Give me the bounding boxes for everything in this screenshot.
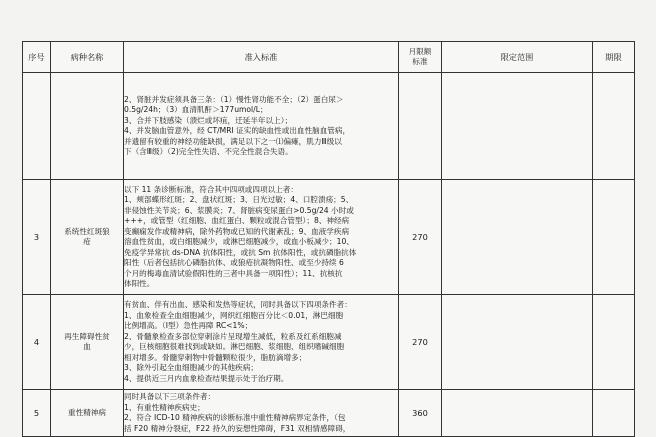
criteria-line: 1、有重性精神疾病史； bbox=[124, 402, 205, 412]
table-row bbox=[23, 295, 635, 390]
row-disease-name bbox=[51, 390, 124, 437]
disease-name-line: 疮 bbox=[83, 237, 91, 246]
table-row bbox=[23, 180, 635, 295]
table-row bbox=[23, 390, 635, 437]
criteria-line: 4、提供近三月内血象检查结果提示处于治疗期。 bbox=[124, 373, 289, 383]
criteria-line: 比例增高。（Ⅰ型）急性再障 RC<1%； bbox=[124, 321, 253, 330]
row-period bbox=[593, 295, 635, 390]
table-header-row bbox=[23, 42, 635, 73]
criteria-line: 相对增多。骨髓穿刺物中骨髓颗粒很少，脂肪滴增多； bbox=[124, 352, 307, 362]
criteria-line: 0.5g/24h；（3）血清肌酐＞177umol/L； bbox=[124, 105, 268, 114]
header-criteria: 准入标准 bbox=[124, 42, 399, 73]
criteria-line: 个月的梅毒血清试验假阳性的三者中具备一项阳性）；11、抗核抗 bbox=[124, 268, 343, 278]
criteria-line: 并遗留有较重的神经功能缺损，满足以下之一⑴偏瘫，肌力Ⅲ级以 bbox=[124, 136, 342, 146]
disease-name-line: 重性精神病 bbox=[68, 407, 106, 417]
criteria-line: 以下 11 条诊断标准，符合其中四项或四项以上者： bbox=[124, 184, 298, 194]
row-disease-name bbox=[51, 180, 124, 295]
row-disease-name bbox=[51, 73, 124, 180]
criteria-line: 2、肾脏并发症须具备三条：（1）慢性肾功能不全；（2）蛋白尿＞ bbox=[124, 94, 344, 104]
row-quota bbox=[399, 73, 442, 180]
header-quota-line: 标准 bbox=[412, 57, 428, 66]
row-period bbox=[593, 390, 635, 437]
row-period bbox=[593, 73, 635, 180]
row-criteria bbox=[124, 390, 399, 437]
row-index bbox=[23, 73, 51, 180]
row-scope bbox=[442, 73, 593, 180]
row-quota: 360 bbox=[399, 390, 442, 437]
criteria-line: 免疫学异常抗 ds-DNA 抗体阳性，或抗 Sm 抗体阳性，或抗磷脂抗体 bbox=[124, 247, 357, 257]
disease-name-line: 血 bbox=[83, 342, 91, 351]
header-index: 序号 bbox=[23, 42, 51, 73]
row-period bbox=[593, 180, 635, 295]
criteria-line: +++，或管型（红细胞、血红蛋白、颗粒或混合管型）；8、神经病 bbox=[124, 216, 350, 225]
header-monthly-quota bbox=[399, 42, 442, 73]
criteria-line: 下（含Ⅲ级）（2)完全性失语、不完全性混合失语。 bbox=[124, 147, 293, 156]
row-index: 5 bbox=[23, 390, 51, 437]
criteria-line: 3、合并下肢感染（溃烂或坏疽，迁延半年以上）； bbox=[124, 115, 293, 125]
header-period: 期限 bbox=[593, 42, 635, 73]
criteria-line: 体阳性。 bbox=[124, 279, 155, 288]
row-index: 4 bbox=[23, 295, 51, 390]
row-quota: 270 bbox=[399, 295, 442, 390]
criteria-line: 阳性（后者包括抗心磷脂抗体、或狼疮抗凝物阳性、或至少持续 6 bbox=[124, 258, 344, 267]
disease-name-line: 系统性红斑狼 bbox=[64, 226, 110, 236]
disease-name-line: 再生障碍性贫 bbox=[64, 331, 110, 341]
criteria-line: 少，巨核细胞很难找到或缺如。淋巴细胞、浆细胞、组织嗜碱细胞 bbox=[124, 342, 345, 351]
row-scope bbox=[442, 390, 593, 437]
criteria-line: 有贫血、伴有出血、感染和发热等症状，同时具备以下四项条件者： bbox=[124, 300, 352, 309]
criteria-line: 1、血象检查全血细胞减少，网织红细胞百分比＜0.01，淋巴细胞 bbox=[124, 310, 344, 320]
header-disease-name: 病种名称 bbox=[51, 42, 124, 73]
row-criteria bbox=[124, 73, 399, 180]
row-criteria bbox=[124, 180, 399, 295]
row-scope bbox=[442, 180, 593, 295]
row-quota: 270 bbox=[399, 180, 442, 295]
criteria-line: 溶血性贫血，或白细胞减少，或淋巴细胞减少，或血小板减少；10、 bbox=[124, 237, 354, 246]
criteria-line: 3、除外引起全血细胞减少的其他疾病； bbox=[124, 363, 258, 372]
table-row bbox=[23, 73, 635, 180]
header-scope: 限定范围 bbox=[442, 42, 593, 73]
row-disease-name bbox=[51, 295, 124, 390]
row-scope bbox=[442, 295, 593, 390]
criteria-line: 括 F20 精神分裂症，F22 持久的妄想性障碍，F31 双相情感障碍， bbox=[124, 423, 351, 433]
criteria-line: 非侵蚀性关节炎；6、浆膜炎；7、肾脏病变尿蛋白>0.5g/24 小时或 bbox=[124, 205, 354, 215]
criteria-line: 4、并发脑血管意外，经 CT/MRI 证实的缺血性或出血性脑血管病， bbox=[124, 126, 351, 135]
disease-criteria-table bbox=[22, 41, 635, 437]
criteria-line: 2、符合 ICD-10 精神疾病的诊断标准中重性精神病界定条件，（包 bbox=[124, 413, 346, 422]
criteria-line: 变癫痫发作或精神病，除外药物或已知的代谢紊乱；9、血液学疾病 bbox=[124, 226, 350, 236]
criteria-line: 1、颊部蝶形红斑；2、盘状红斑；3、日光过敏；4、口腔溃疡；5、 bbox=[124, 195, 354, 204]
criteria-line: 2、骨髓象检查多部位穿刺涂片呈现增生减低，粒系及红系细胞减 bbox=[124, 331, 342, 341]
criteria-line: 同时具备以下三项条件者： bbox=[124, 392, 216, 401]
header-quota-line: 月限额 bbox=[408, 46, 432, 56]
row-criteria bbox=[124, 295, 399, 390]
row-index: 3 bbox=[23, 180, 51, 295]
